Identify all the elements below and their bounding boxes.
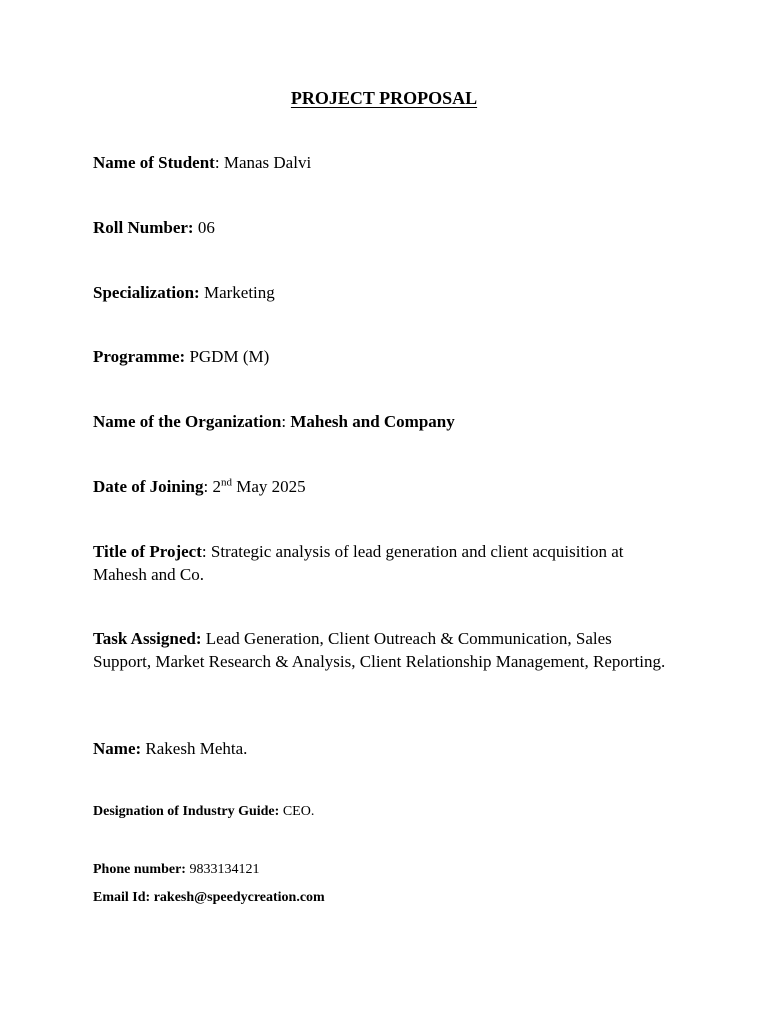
guide-name-value: Rakesh Mehta. — [145, 739, 248, 758]
roll-number-label: Roll Number: — [93, 218, 194, 237]
guide-designation-value: CEO. — [282, 804, 315, 819]
guide-name-label: Name: — [93, 739, 142, 758]
student-name-label: Name of Student — [93, 153, 215, 172]
phone-value: 9833134121 — [189, 862, 260, 877]
programme-value: PGDM (M) — [189, 347, 270, 366]
specialization-value: Marketing — [203, 283, 275, 302]
organization-value: Mahesh and Company — [290, 412, 455, 431]
student-name-value: Manas Dalvi — [223, 153, 312, 172]
organization-field: Name of the Organization: Mahesh and Company — [93, 412, 455, 431]
project-title-label: Title of Project — [93, 542, 202, 561]
date-of-joining-label: Date of Joining — [93, 477, 204, 496]
page-title: PROJECT PROPOSAL — [290, 88, 478, 108]
project-title-field: Title of Project: Strategic analysis of lead generation and client acquisition at Mahesh and Co. — [93, 542, 624, 584]
programme-label: Programme: — [93, 347, 186, 366]
specialization-label: Specialization: — [93, 283, 200, 302]
guide-designation-label: Designation of Industry Guide: — [93, 804, 280, 819]
project-title-value: Strategic analysis of lead generation and client acquisition at Mahesh and Co. — [93, 542, 624, 584]
phone-label: Phone number: — [93, 862, 186, 877]
date-of-joining-suffix: nd — [220, 476, 232, 489]
phone-field — [93, 860, 673, 880]
date-of-joining-field: Date of Joining: 2nd May 2025 — [93, 476, 306, 496]
guide-name-field — [93, 737, 673, 760]
student-name-field: Name of Student: Manas Dalvi — [93, 153, 312, 172]
programme-field — [93, 345, 673, 368]
email-value: rakesh@speedycreation.com — [153, 890, 325, 905]
task-assigned-label: Task Assigned: — [93, 629, 202, 648]
roll-number-value: 06 — [197, 218, 215, 237]
guide-designation-field — [93, 802, 673, 822]
specialization-field — [93, 281, 673, 304]
email-field — [93, 888, 673, 908]
organization-label: Name of the Organization — [93, 412, 282, 431]
date-of-joining-rest: May 2025 — [236, 477, 306, 496]
task-assigned-value: Lead Generation, Client Outreach & Communication, Sales Support, Market Research & Analysis, Client Relationship Management, Reporting. — [93, 629, 666, 671]
roll-number-field — [93, 216, 673, 239]
date-of-joining-day: 2 — [212, 477, 221, 496]
task-assigned-field — [93, 627, 673, 673]
email-label: Email Id: — [93, 890, 151, 905]
